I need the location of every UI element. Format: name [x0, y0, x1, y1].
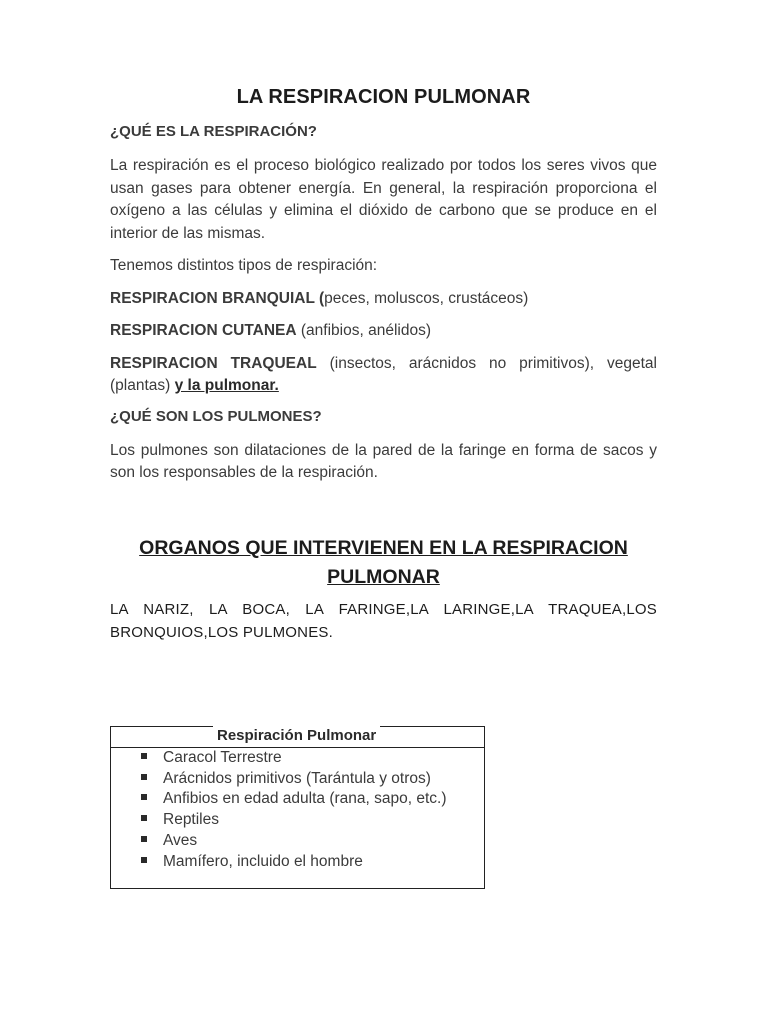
question-what-is-respiration: ¿QUÉ ES LA RESPIRACIÓN?	[110, 123, 317, 140]
paragraph-cutaneous	[110, 320, 657, 343]
list-item: Anfibios en edad adulta (rana, sapo, etc.)	[141, 789, 447, 810]
square-bullet-icon	[141, 753, 147, 759]
cutaneous-label: RESPIRACION CUTANEA	[110, 322, 297, 339]
list-item: Arácnidos primitivos (Tarántula y otros)	[141, 769, 447, 790]
branchial-text: peces, moluscos, crustáceos)	[324, 289, 529, 307]
box-title: Respiración Pulmonar	[213, 725, 380, 747]
animal-list	[141, 748, 447, 872]
list-item: Reptiles	[141, 810, 447, 831]
square-bullet-icon	[141, 815, 147, 821]
square-bullet-icon	[141, 857, 147, 863]
pulmonary-emphasis: y la pulmonar.	[174, 377, 279, 394]
pulmonary-respiration-box	[110, 726, 485, 889]
square-bullet-icon	[141, 836, 147, 842]
paragraph-definition: La respiración es el proceso biológico realizado por todos los seres vivos que usan gases para obtener energía. En general, la respiración proporciona el oxígeno a las células y elimina el dióxido de carbono que se produce en el interior de las mismas.	[110, 157, 657, 242]
paragraph-lungs: Los pulmones son dilataciones de la pared de la faringe en forma de sacos y son los responsables de la respiración.	[110, 441, 657, 481]
section-title-organs: ORGANOS QUE INTERVIENEN EN LA RESPIRACION PULMONAR	[139, 537, 628, 588]
tracheal-text: (insectos, arácnidos no primitivos), vegetal (plantas)	[110, 354, 657, 394]
page-title: LA RESPIRACION PULMONAR	[236, 86, 531, 108]
paragraph-branchial	[110, 288, 657, 311]
branchial-label: RESPIRACION BRANQUIAL (	[110, 289, 325, 307]
paragraph-types-intro: Tenemos distintos tipos de respiración:	[110, 257, 378, 274]
box-header	[111, 727, 484, 748]
paragraph-tracheal	[110, 353, 657, 398]
organs-list-text: LA NARIZ, LA BOCA, LA FARINGE,LA LARINGE,LA TRAQUEA,LOS BRONQUIOS,LOS PULMONES.	[110, 601, 657, 641]
list-item: Caracol Terrestre	[141, 748, 447, 769]
square-bullet-icon	[141, 774, 147, 780]
square-bullet-icon	[141, 794, 147, 800]
list-item: Aves	[141, 831, 447, 852]
list-item: Mamífero, incluido el hombre	[141, 852, 447, 873]
tracheal-label: RESPIRACION TRAQUEAL	[110, 354, 317, 372]
question-what-are-lungs: ¿QUÉ SON LOS PULMONES?	[110, 407, 322, 425]
cutaneous-text: (anfibios, anélidos)	[296, 322, 432, 339]
document-body	[110, 86, 657, 495]
